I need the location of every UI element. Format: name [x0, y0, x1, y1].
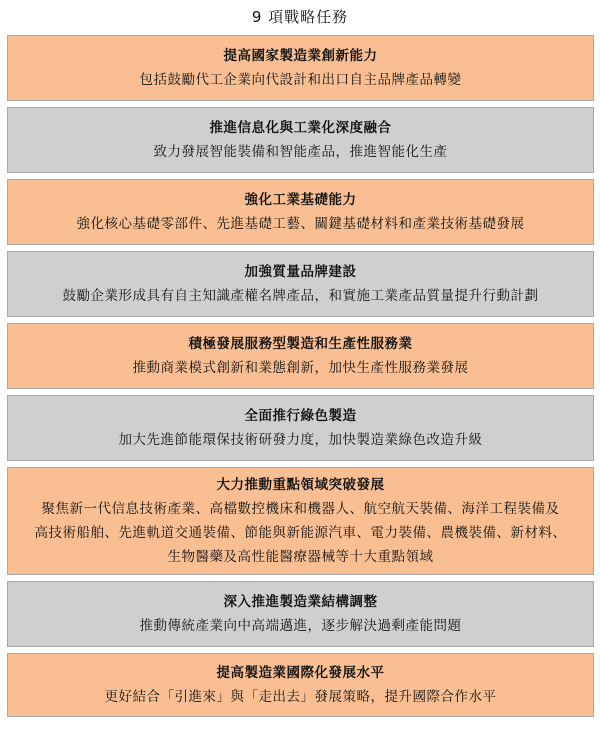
task-description-line-3: 生物醫藥及高性能醫療器械等十大重點領域 [167, 549, 434, 565]
task-description: 推動傳統產業向中高端邁進，逐步解決過剩產能問題 [139, 618, 462, 634]
task-box-internationalization [7, 653, 594, 717]
task-box-innovation [7, 35, 594, 101]
task-description: 加大先進節能環保技術研發力度，加快製造業綠色改造升級 [118, 432, 483, 448]
task-description: 鼓勵企業形成具有自主知識產權名牌產品，和實施工業產品質量提升行動計劃 [62, 288, 539, 304]
task-title: 深入推進製造業結構調整 [223, 594, 378, 610]
task-title: 全面推行綠色製造 [244, 408, 357, 424]
task-description: 推動商業模式創新和業態創新，加快生產性服務業發展 [132, 360, 469, 376]
task-box-key-fields [7, 467, 594, 575]
task-description: 更好結合「引進來」與「走出去」發展策略，提升國際合作水平 [104, 689, 497, 705]
task-title: 加強質量品牌建設 [244, 264, 357, 280]
task-title: 提高製造業國際化發展水平 [216, 665, 385, 681]
task-box-industrial-foundation [7, 179, 594, 245]
task-box-service-manufacturing [7, 323, 594, 389]
task-box-green-manufacturing [7, 395, 594, 461]
task-description-line-2: 高技術船舶、先進軌道交通裝備、節能與新能源汽車、電力裝備、農機裝備、新材料、 [34, 525, 567, 541]
task-title: 推進信息化與工業化深度融合 [209, 120, 392, 136]
task-title: 提高國家製造業創新能力 [223, 48, 378, 64]
task-list [7, 35, 594, 723]
task-title: 積極發展服務型製造和生產性服務業 [188, 336, 413, 352]
task-description: 強化核心基礎零部件、先進基礎工藝、關鍵基礎材料和產業技術基礎發展 [76, 216, 525, 232]
task-description: 致力發展智能裝備和智能產品，推進智能化生產 [153, 144, 448, 160]
task-box-structural-adjustment [7, 581, 594, 647]
page-title: 9 項戰略任務 [251, 8, 349, 26]
task-box-informatization [7, 107, 594, 173]
task-description-line-1: 聚焦新一代信息技術產業、高檔數控機床和機器人、航空航天裝備、海洋工程裝備及 [41, 501, 560, 517]
task-description: 包括鼓勵代工企業向代設計和出口自主品牌產品轉變 [139, 72, 462, 88]
task-box-quality-brand [7, 251, 594, 317]
task-title: 強化工業基礎能力 [244, 192, 357, 208]
task-title: 大力推動重點領域突破發展 [216, 477, 385, 493]
